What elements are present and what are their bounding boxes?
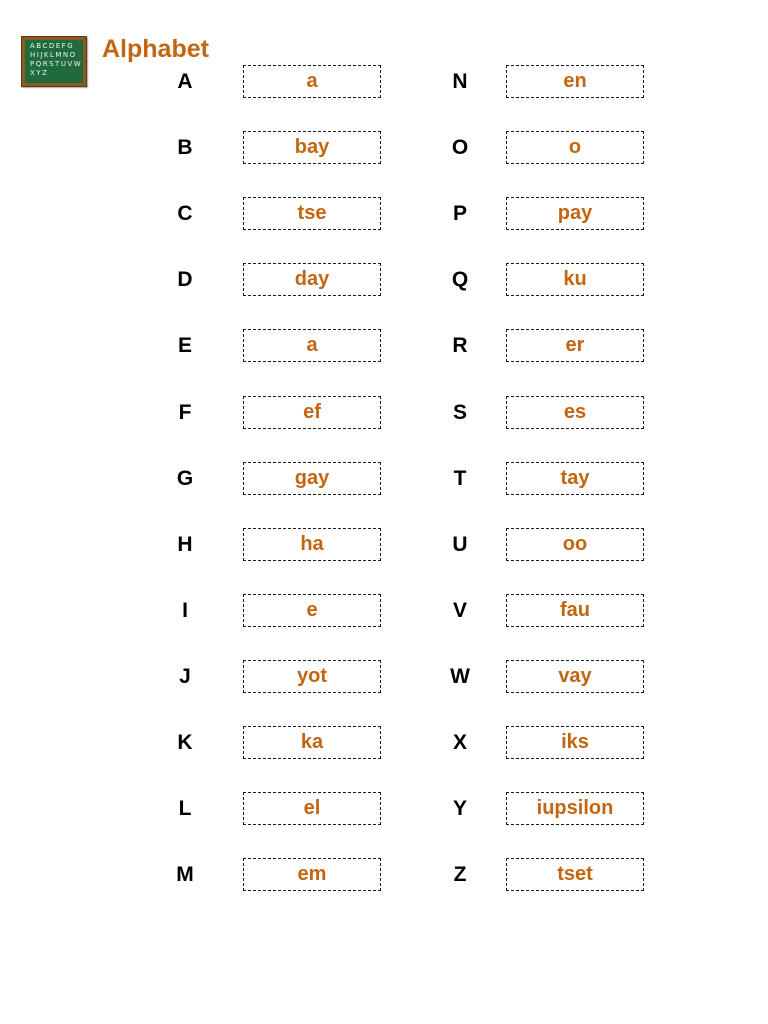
pronunciation-box: iks [506, 726, 644, 759]
pronunciation-box: oo [506, 528, 644, 561]
alphabet-letter: T [453, 466, 467, 490]
alphabet-letter: F [178, 400, 192, 424]
pronunciation-box: fau [506, 594, 644, 627]
pronunciation-box: ha [243, 528, 381, 561]
pronunciation-box: tay [506, 462, 644, 495]
alphabet-letter: Q [451, 268, 469, 292]
alphabet-letter: W [450, 664, 470, 688]
alphabet-letter: Z [453, 863, 467, 887]
pronunciation-box: ku [506, 263, 644, 296]
alphabet-letter: Y [452, 797, 467, 821]
alphabet-letter: J [179, 664, 191, 688]
alphabet-letter: M [176, 863, 194, 887]
pronunciation-box: el [243, 792, 381, 825]
alphabet-letter: O [451, 136, 469, 160]
alphabet-letter: A [177, 70, 193, 93]
pronunciation-box: pay [506, 197, 644, 230]
pronunciation-box: ef [243, 396, 381, 429]
alphabet-letter: K [177, 731, 193, 754]
pronunciation-box: ka [243, 726, 381, 759]
alphabet-letter: U [452, 532, 468, 556]
pronunciation-box: bay [243, 131, 381, 164]
pronunciation-box: gay [243, 462, 381, 495]
alphabet-letter: V [452, 598, 467, 622]
pronunciation-box: e [243, 594, 381, 627]
alphabet-letter: H [177, 532, 193, 556]
pronunciation-box: a [243, 65, 381, 98]
pronunciation-box: o [506, 131, 644, 164]
alphabet-letter: I [182, 598, 188, 622]
pronunciation-box: iupsilon [506, 792, 644, 825]
pronunciation-box: em [243, 858, 381, 891]
pronunciation-box: es [506, 396, 644, 429]
alphabet-letter: P [452, 202, 467, 226]
alphabet-letter: C [177, 202, 193, 226]
pronunciation-box: vay [506, 660, 644, 693]
pronunciation-box: a [243, 329, 381, 362]
pronunciation-box: er [506, 329, 644, 362]
chalkboard-text: ABCDEFG HIJKLMNO PQRSTUVW XYZ [25, 40, 83, 83]
alphabet-letter: N [452, 70, 468, 93]
pronunciation-box: day [243, 263, 381, 296]
alphabet-letter: S [452, 400, 467, 424]
alphabet-letter: L [178, 797, 192, 821]
pronunciation-box: yot [243, 660, 381, 693]
pronunciation-box: tse [243, 197, 381, 230]
chalkboard-icon [21, 36, 87, 87]
alphabet-letter: G [176, 466, 194, 490]
page-title: Alphabet [102, 35, 209, 63]
alphabet-letter: X [452, 731, 467, 754]
pronunciation-box: tset [506, 858, 644, 891]
alphabet-letter: B [177, 136, 193, 160]
alphabet-letter: E [177, 334, 192, 358]
alphabet-letter: R [452, 334, 468, 358]
alphabet-letter: D [177, 268, 193, 292]
pronunciation-box: en [506, 65, 644, 98]
